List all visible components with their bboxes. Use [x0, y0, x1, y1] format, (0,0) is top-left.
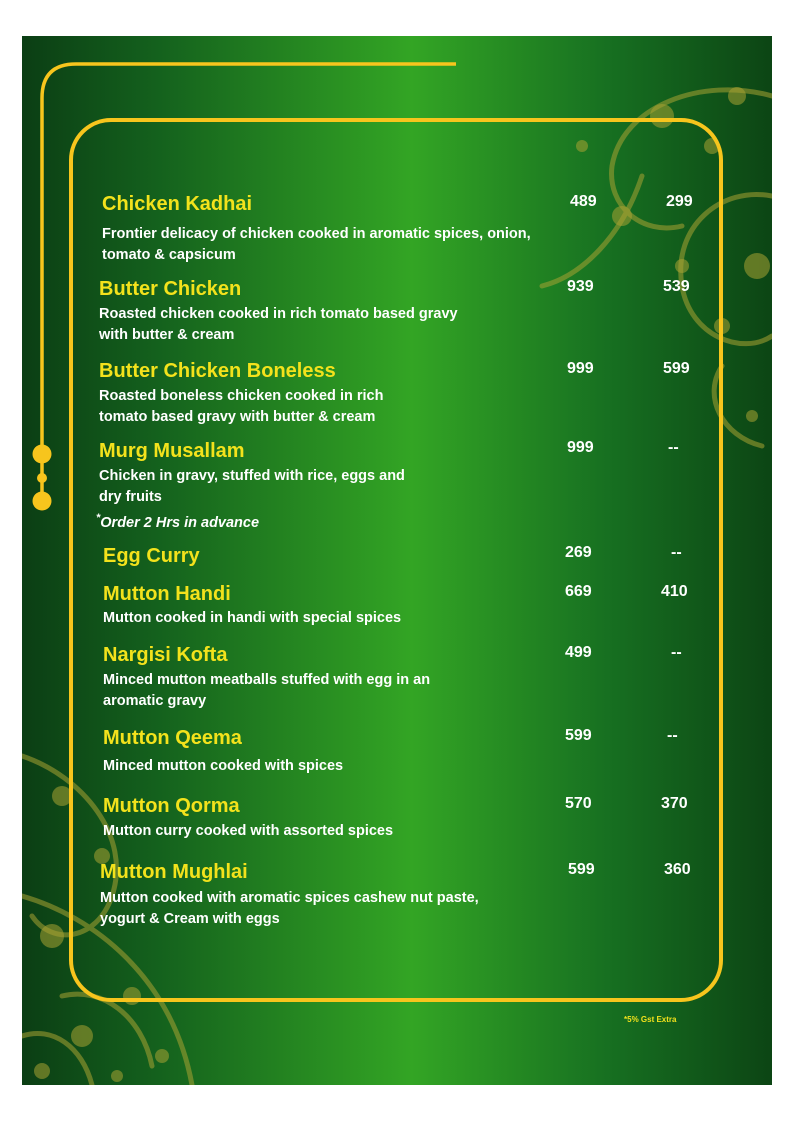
menu-item-description: Roasted chicken cooked in rich tomato based gravy with butter & cream [99, 306, 458, 343]
price-half: 599 [663, 360, 690, 377]
price-full: 599 [565, 727, 592, 744]
price-half: -- [667, 727, 678, 744]
note-text: Order 2 Hrs in advance [100, 515, 260, 531]
menu-item-description: Mutton curry cooked with assorted spices [103, 823, 394, 839]
price-half: 299 [666, 193, 693, 210]
price-half: -- [668, 439, 679, 456]
menu-item-name: Chicken Kadhai [102, 193, 253, 215]
price-full: 489 [570, 193, 597, 210]
menu-item-description: Minced mutton meatballs stuffed with egg in an aromatic gravy [103, 672, 431, 709]
price-full: 499 [565, 644, 592, 661]
menu-item-name: Nargisi Kofta [103, 644, 228, 666]
price-half: 370 [661, 795, 688, 812]
price-full: 939 [567, 278, 594, 295]
price-half: -- [671, 644, 682, 661]
advance-order-note [96, 509, 259, 532]
gold-dot-ornament [33, 445, 52, 464]
price-full: 999 [567, 360, 594, 377]
price-half: -- [671, 544, 682, 561]
menu-item-description: Frontier delicacy of chicken cooked in aromatic spices, onion, tomato & capsicum [102, 226, 531, 263]
menu-item-name: Murg Musallam [99, 440, 245, 462]
menu-item-name: Mutton Mughlai [100, 861, 248, 883]
menu-item-name: Butter Chicken Boneless [99, 360, 336, 382]
gold-dot-ornament [37, 473, 47, 483]
gold-dot-ornament [33, 492, 52, 511]
menu-item-name: Egg Curry [103, 545, 200, 567]
price-half: 539 [663, 278, 690, 295]
menu-item-name: Mutton Qeema [103, 727, 242, 749]
menu-item-description: Minced mutton cooked with spices [103, 758, 344, 774]
menu-item-name: Mutton Qorma [103, 795, 240, 817]
menu-item-description: Chicken in gravy, stuffed with rice, eggs and dry fruits [99, 468, 405, 505]
menu-item-name: Butter Chicken [99, 278, 242, 300]
menu-item-name: Mutton Handi [103, 583, 231, 605]
price-full: 570 [565, 795, 592, 812]
menu-item-description: Mutton cooked with aromatic spices cashew nut paste, yogurt & Cream with eggs [100, 890, 479, 927]
price-half: 410 [661, 583, 688, 600]
price-half: 360 [664, 861, 691, 878]
gst-note: *5% Gst Extra [624, 1015, 677, 1024]
price-full: 599 [568, 861, 595, 878]
menu-item-description: Roasted boneless chicken cooked in rich tomato based gravy with butter & cream [99, 388, 384, 425]
price-full: 999 [567, 439, 594, 456]
price-full: 269 [565, 544, 592, 561]
price-full: 669 [565, 583, 592, 600]
menu-item-description: Mutton cooked in handi with special spices [103, 610, 402, 626]
note-asterisk: * [96, 512, 101, 524]
